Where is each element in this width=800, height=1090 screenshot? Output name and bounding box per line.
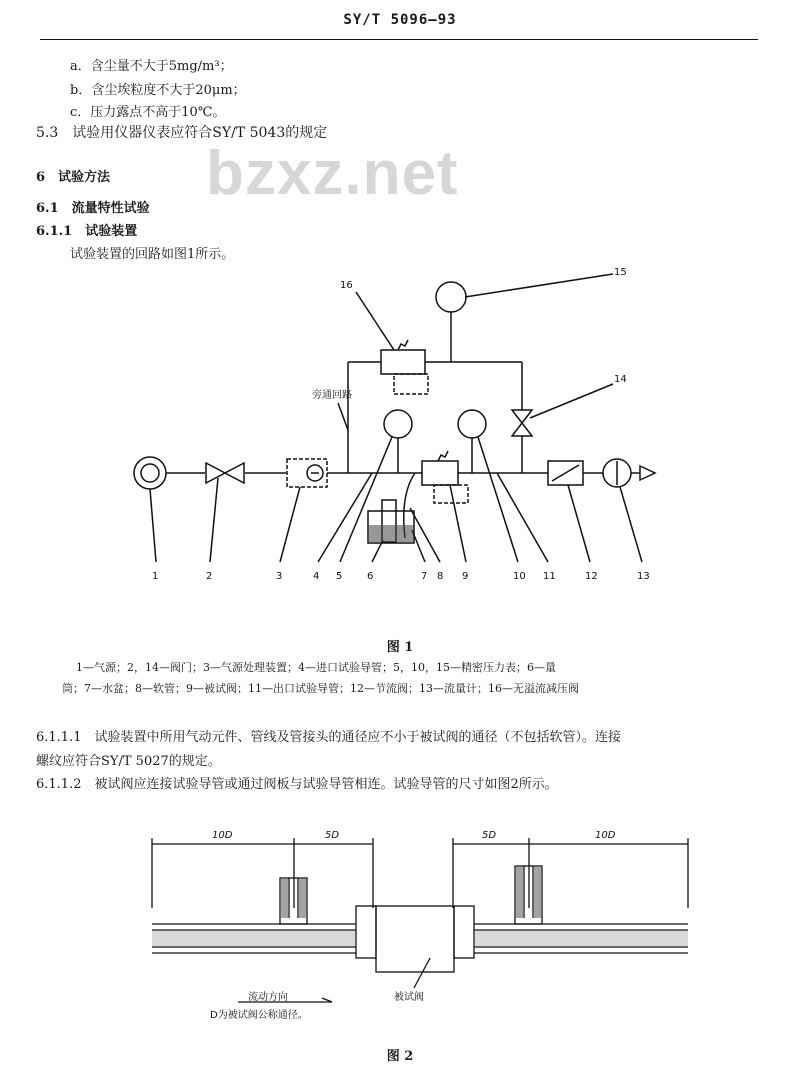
section-6-1-1-2: 6.1.1.2 被试阀应连接试验导管或通过阀板与试验导管相连。试验导管的尺寸如图2所示。 [36, 777, 558, 792]
figure-1-legend-line2: 筒；7—水盆；8—软管；9—被试阀；11—出口试验导管；12—节流阀；13—流量计；16—无溢流减压阀 [62, 682, 579, 695]
label-11: 11 [543, 571, 556, 582]
figure-1-diagram [0, 260, 800, 590]
item-c: c．压力露点不高于10℃。 [70, 105, 226, 120]
label-4: 4 [313, 571, 320, 582]
label-16: 16 [340, 280, 353, 291]
label-5: 5 [336, 571, 343, 582]
label-9: 9 [462, 571, 469, 582]
dim-10d-right: 10D [595, 830, 616, 841]
section-6-1-1-1-line1: 6.1.1.1 试验装置中所用气动元件、管线及管接头的通径应不小于被试阀的通径（不包括软管）。连接 [36, 730, 621, 745]
item-b: b．含尘埃粒度不大于20μm； [70, 83, 246, 98]
section-6-1-1-text: 试验装置的回路如图1所示。 [70, 247, 235, 262]
valve-under-test-label: 被试阀 [394, 992, 424, 1003]
section-5-3: 5.3 试验用仪器仪表应符合SY/T 5043的规定 [36, 125, 328, 141]
dim-5d-right: 5D [482, 830, 497, 841]
figure-2-caption: 图 2 [386, 1049, 414, 1064]
label-15: 15 [614, 267, 627, 278]
dim-5d-left: 5D [325, 830, 340, 841]
dim-10d-left: 10D [212, 830, 233, 841]
figure-1-legend-line1: 1—气源；2，14—阀门；3—气源处理装置；4—进口试验导管；5，10，15—精密压力表；6—量 [76, 661, 556, 674]
section-6-1-heading: 6.1 流量特性试验 [36, 201, 150, 216]
diameter-note: D为被试阀公称通径。 [210, 1010, 308, 1020]
label-8: 8 [437, 571, 444, 582]
figure-2-diagram [0, 820, 800, 1020]
label-3: 3 [276, 571, 283, 582]
flow-direction-label: 流动方向 [248, 992, 288, 1003]
section-6-heading: 6 试验方法 [36, 170, 111, 185]
page-header: SY/T 5096—93 [343, 12, 457, 28]
label-6: 6 [367, 571, 374, 582]
label-13: 13 [637, 571, 650, 582]
section-6-1-1-heading: 6.1.1 试验装置 [36, 224, 138, 239]
label-2: 2 [206, 571, 213, 582]
figure-1-caption: 图 1 [386, 640, 414, 655]
section-6-1-1-1-line2: 螺纹应符合SY/T 5027的规定。 [36, 754, 221, 769]
label-1: 1 [152, 571, 159, 582]
label-12: 12 [585, 571, 598, 582]
item-a: a．含尘量不大于5mg/m³； [70, 59, 233, 74]
label-10: 10 [513, 571, 526, 582]
label-7: 7 [421, 571, 428, 582]
label-14: 14 [614, 374, 627, 385]
header-rule [40, 39, 758, 40]
watermark: bzxz.net [206, 139, 459, 208]
bypass-label: 旁通回路 [312, 390, 352, 401]
